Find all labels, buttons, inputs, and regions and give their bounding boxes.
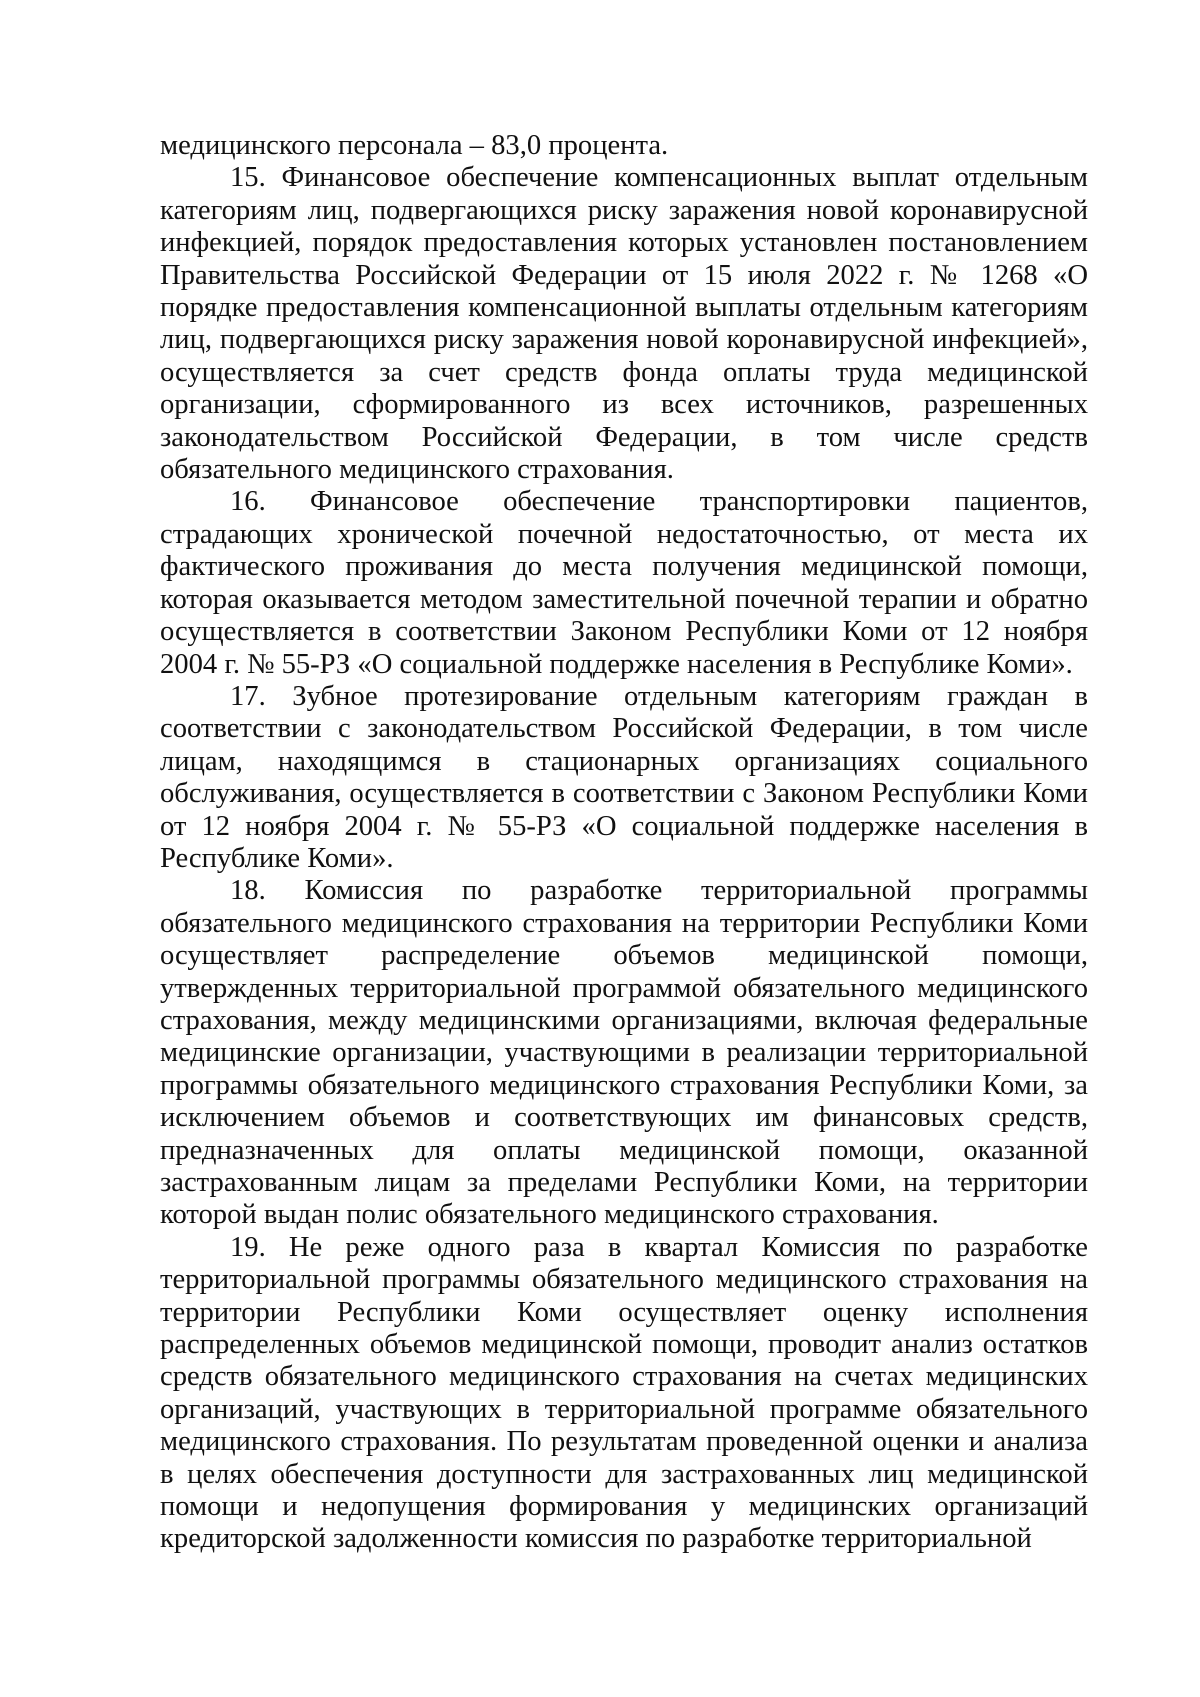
document-page [160, 130, 1088, 1556]
paragraph-item-17: 17. Зубное протезирование отдельным категориям граждан в соответствии с законодательством Российской Федерации, в том числе лицам, находящимся в стационарных организациях социального обслуживания, осуществляется в соответствии с Законом Республики Коми от 12 ноября 2004 г. № 55-РЗ «О социальной поддержке населения в Республике Коми». [160, 680, 1088, 874]
paragraph-continuation: медицинского персонала – 83,0 процента. [160, 130, 669, 161]
paragraph-item-15: 15. Финансовое обеспечение компенсационных выплат отдельным категориям лиц, подвергающихся риску заражения новой коронавирусной инфекцией, порядок предоставления которых установлен постановлением Правительства Российской Федерации от 15 июля 2022 г. № 1268 «О порядке предоставления компенсационной выплаты отдельным категориям лиц, подвергающихся риску заражения новой коронавирусной инфекцией», осуществляется за счет средств фонда оплаты труда медицинской организации, сформированного из всех источников, разрешенных законодательством Российской Федерации, в том числе средств обязательного медицинского страхования. [160, 162, 1088, 486]
paragraph-item-16: 16. Финансовое обеспечение транспортировки пациентов, страдающих хронической почечной недостаточностью, от места их фактического проживания до места получения медицинской помощи, которая оказывается методом заместительной почечной терапии и обратно осуществляется в соответствии Законом Республики Коми от 12 ноября 2004 г. № 55-РЗ «О социальной поддержке населения в Республике Коми». [160, 486, 1088, 680]
paragraph-item-19: 19. Не реже одного раза в квартал Комиссия по разработке территориальной программы обязательного медицинского страхования на территории Республики Коми осуществляет оценку исполнения распределенных объемов медицинской помощи, проводит анализ остатков средств обязательного медицинского страхования на счетах медицинских организаций, участвующих в территориальной программе обязательного медицинского страхования. По результатам проведенной оценки и анализа в целях обеспечения доступности для застрахованных лиц медицинской помощи и недопущения формирования у медицинских организаций кредиторской задолженности комиссия по разработке территориальной [160, 1231, 1088, 1555]
paragraph-item-18: 18. Комиссия по разработке территориальной программы обязательного медицинского страхования на территории Республики Коми осуществляет распределение объемов медицинской помощи, утвержденных территориальной программой обязательного медицинского страхования, между медицинскими организациями, включая федеральные медицинские организации, участвующими в реализации территориальной программы обязательного медицинского страхования Республики Коми, за исключением объемов и соответствующих им финансовых средств, предназначенных для оплаты медицинской помощи, оказанной застрахованным лицам за пределами Республики Коми, на территории которой выдан полис обязательного медицинского страхования. [160, 875, 1088, 1231]
